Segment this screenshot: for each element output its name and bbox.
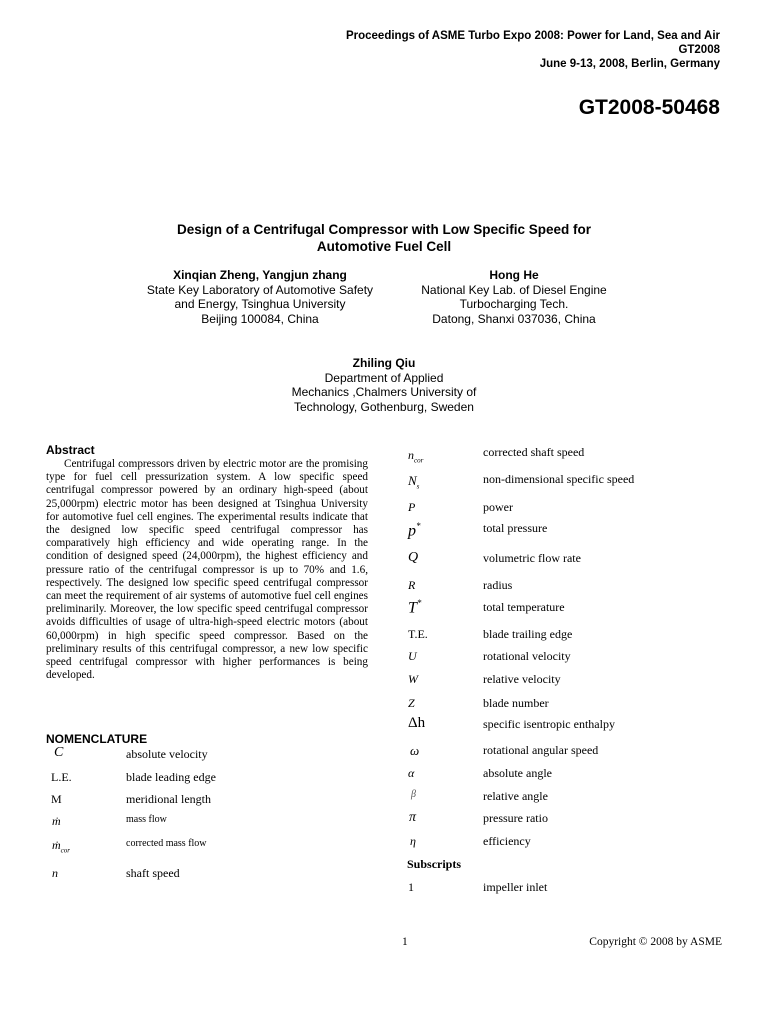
nomenclature-symbol: C (54, 745, 64, 760)
nomenclature-symbol: U (408, 649, 417, 663)
nomenclature-description: blade leading edge (126, 770, 216, 784)
nomenclature-symbol: Q (408, 550, 419, 565)
nomenclature-description: blade number (483, 696, 549, 710)
affiliation-line: Turbocharging Tech. (459, 297, 569, 311)
nomenclature-description: volumetric flow rate (483, 551, 581, 565)
author-names: Xinqian Zheng, Yangjun zhang (173, 268, 347, 282)
nomenclature-description: total pressure (483, 521, 548, 535)
subscripts-heading: Subscripts (407, 857, 462, 871)
nomenclature-description: corrected shaft speed (483, 445, 585, 459)
nomenclature-symbol: W (408, 672, 418, 686)
paper-title (0, 221, 768, 255)
affiliation-line: Technology, Gothenburg, Sweden (294, 399, 474, 414)
affiliation-line: National Key Lab. of Diesel Engine (421, 282, 607, 297)
affiliation-line: Department of Applied (324, 370, 444, 385)
nomenclature-description: radius (483, 578, 513, 592)
header-acronym: GT2008 (678, 44, 720, 56)
nomenclature-symbol: L.E. (51, 770, 72, 784)
nomenclature-description: absolute angle (483, 766, 552, 780)
nomenclature-symbol: Δh (408, 715, 426, 731)
nomenclature-description: relative velocity (483, 672, 561, 686)
nomenclature-symbol: n (52, 866, 58, 880)
affiliation-line: State Key Laboratory of Automotive Safety (146, 282, 374, 297)
title-line-2: Automotive Fuel Cell (316, 239, 452, 254)
nomenclature-symbol: p* (408, 521, 421, 540)
nomenclature-description: non-dimensional specific speed (483, 472, 635, 486)
nomenclature-symbol: M (51, 792, 62, 806)
header-dates: June 9-13, 2008, Berlin, Germany (539, 58, 720, 70)
nomenclature-description: rotational angular speed (483, 743, 599, 757)
nomenclature-symbol: P (408, 500, 416, 514)
nomenclature-symbol: β (411, 789, 416, 800)
author-block-1 (132, 268, 388, 326)
nomenclature-symbol: R (408, 578, 416, 592)
nomenclature-description: mass flow (126, 814, 167, 825)
title-line-1: Design of a Centrifugal Compressor with Low Specific Speed for (176, 222, 592, 237)
affiliation-line: and Energy, Tsinghua University (174, 297, 346, 311)
nomenclature-symbol: Z (408, 696, 415, 710)
author-names: Zhiling Qiu (352, 356, 416, 370)
nomenclature-symbol: π (409, 810, 417, 825)
nomenclature-description: specific isentropic enthalpy (483, 717, 615, 731)
nomenclature-symbol: $n_{cor}$ (408, 448, 424, 465)
nomenclature-description: corrected mass flow (126, 838, 207, 849)
proceedings-header (346, 29, 720, 71)
nomenclature-description: shaft speed (126, 866, 180, 880)
nomenclature-description: meridional length (126, 792, 211, 806)
subscript-symbol: 1 (408, 880, 414, 894)
nomenclature-symbol: $N_s$ (408, 473, 420, 491)
abstract-section (46, 443, 368, 682)
nomenclature-symbol: ω (410, 743, 420, 758)
author-names: Hong He (489, 268, 539, 282)
subscript-description: impeller inlet (483, 880, 548, 894)
nomenclature-symbol: T.E. (408, 627, 428, 641)
page-number: 1 (402, 936, 408, 948)
nomenclature-description: blade trailing edge (483, 627, 573, 641)
nomenclature-symbol: α (408, 766, 415, 780)
abstract-body: Centrifugal compressors driven by electric motor are the promising type for fuel cell pressurization system. A low specific speed centrifugal compressor powered by an ordinary high-speed (about 25,000rpm) electric motor has been designed at Tsinghua University for automotive fuel cell engines. The experimental results indicate that the designed low specific speed centrifugal compressor has comparatively high efficiency and wide operating range. In the condition of designed speed (24,000rpm), the highest efficiency and pressure ratio of the centrifugal compressor is up to 70% and 1.6, respectively. The designed low specific speed centrifugal compressor can meet the requirement of air systems of automotive fuel cell engines preliminarily. Moreover, the low specific speed centrifugal compressor avoids difficulties of usage of ultra-high-speed electric motors (about 60,000rpm) in high specific speed compressor. Based on the preliminary results of this centrifugal compressor, a new low specific speed centrifugal compressor with higher performances is being developed. (46, 458, 368, 682)
nomenclature-symbol: ṁ$_{cor}$ (52, 838, 71, 855)
author-block-2 (386, 268, 642, 326)
affiliation-line: Mechanics ,Chalmers University of (291, 385, 477, 399)
affiliation-line: Beijing 100084, China (201, 311, 319, 326)
author-block-3 (256, 356, 512, 414)
nomenclature-description: pressure ratio (483, 811, 548, 825)
nomenclature-description: total temperature (483, 600, 565, 614)
affiliation-line: Datong, Shanxi 037036, China (432, 311, 596, 326)
nomenclature-description: rotational velocity (483, 649, 571, 663)
nomenclature-symbol: T* (408, 598, 422, 617)
nomenclature-symbol: ṁ (52, 814, 61, 828)
nomenclature-description: power (483, 500, 513, 514)
nomenclature-symbol: η (410, 834, 416, 848)
copyright-notice: Copyright © 2008 by ASME (589, 936, 722, 948)
nomenclature-description: efficiency (483, 834, 531, 848)
paper-id: GT2008-50468 (578, 96, 720, 119)
nomenclature-description: relative angle (483, 789, 548, 803)
abstract-heading: Abstract (46, 443, 95, 457)
nomenclature-description: absolute velocity (126, 747, 208, 761)
header-conference: Proceedings of ASME Turbo Expo 2008: Power for Land, Sea and Air (345, 30, 720, 42)
nomenclature-heading: NOMENCLATURE (46, 732, 148, 746)
